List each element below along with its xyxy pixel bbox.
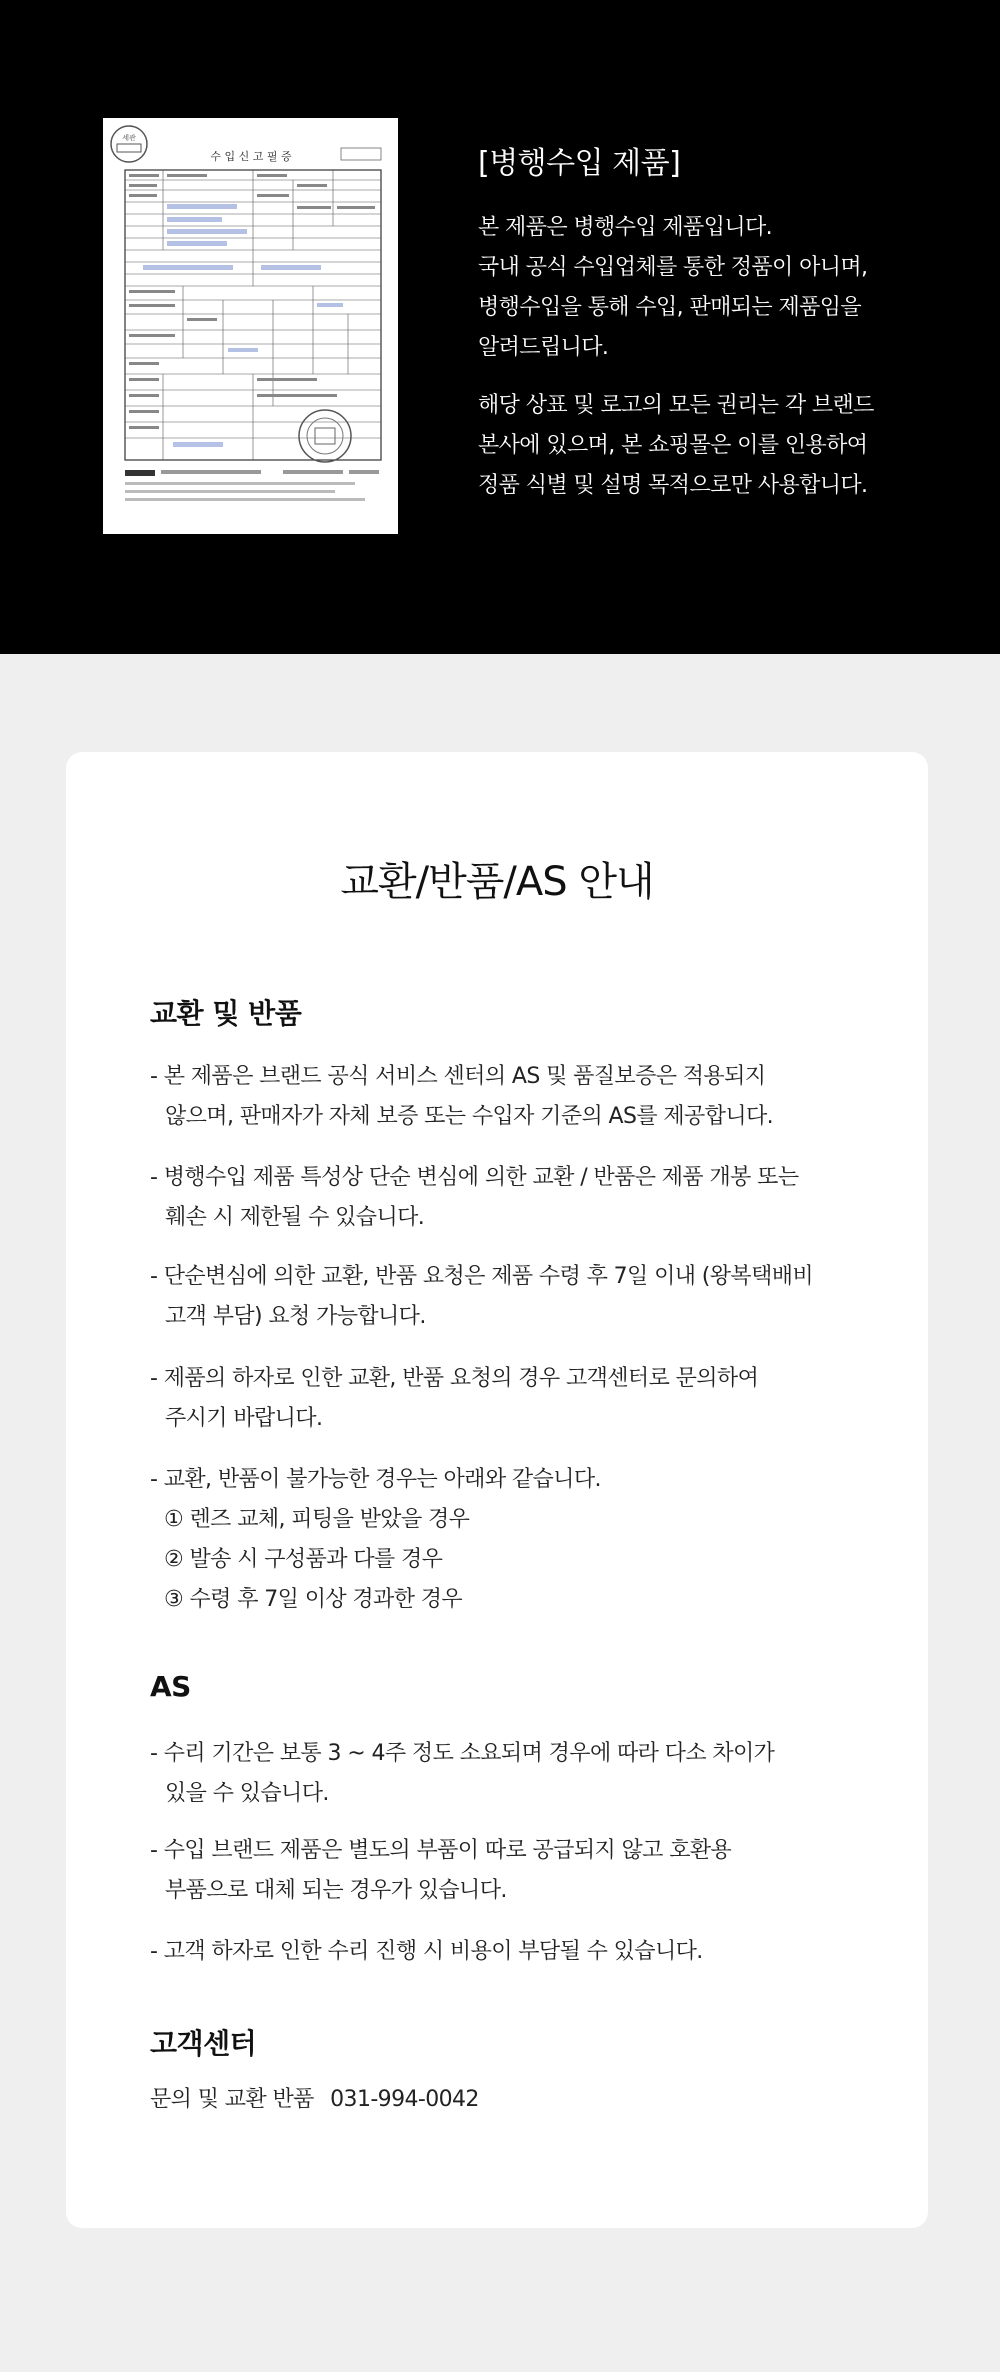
exchange-return-heading: 교환 및 반품 [150, 997, 302, 1030]
not-allowed-case: ① 렌즈 교체, 피팅을 받았을 경우 [164, 1507, 470, 1532]
exchange-item [150, 1158, 870, 1238]
parallel-import-description [478, 208, 978, 506]
as-item-line: 부품으로 대체 되는 경우가 있습니다. [165, 1878, 507, 1903]
card-title: 교환/반품/AS 안내 [340, 859, 654, 905]
intro-line: 알려드립니다. [478, 335, 609, 360]
intro-line: 병행수입을 통해 수입, 판매되는 제품임을 [478, 295, 862, 320]
not-allowed-case: ② 발송 시 구성품과 다를 경우 [164, 1547, 443, 1572]
as-item-line: - 수입 브랜드 제품은 별도의 부품이 따로 공급되지 않고 호환용 [150, 1838, 732, 1863]
exchange-item-line: 훼손 시 제한될 수 있습니다. [165, 1205, 425, 1230]
exchange-item-line: - 제품의 하자로 인한 교환, 반품 요청의 경우 고객센터로 문의하여 [150, 1366, 759, 1391]
contact-phone[interactable]: 031-994-0042 [330, 2087, 479, 2112]
customs-stamp-label: 세관 [122, 134, 136, 142]
exchange-item-line: - 단순변심에 의한 교환, 반품 요청은 제품 수령 후 7일 이내 (왕복택배비 [150, 1264, 814, 1289]
not-allowed-case: ③ 수령 후 7일 이상 경과한 경우 [164, 1587, 463, 1612]
trademark-line: 해당 상표 및 로고의 모든 권리는 각 브랜드 [478, 393, 874, 418]
as-item [150, 1932, 870, 1972]
as-item-line: 있을 수 있습니다. [165, 1781, 329, 1806]
exchange-return-as-card [66, 752, 928, 2228]
import-notice-banner [0, 0, 1000, 654]
import-declaration-illustration [103, 118, 398, 534]
customer-center-contact [150, 2082, 489, 2113]
exchange-item-line: 주시기 바랍니다. [165, 1406, 323, 1431]
customer-center-heading: 고객센터 [150, 2027, 257, 2060]
as-item-line: - 수리 기간은 보통 3 ~ 4주 정도 소요되며 경우에 따라 다소 차이가 [150, 1741, 775, 1766]
as-item [150, 1734, 870, 1814]
as-heading: AS [150, 1670, 191, 1703]
exchange-not-allowed [150, 1460, 870, 1620]
exchange-item-line: - 본 제품은 브랜드 공식 서비스 센터의 AS 및 품질보증은 적용되지 [150, 1064, 766, 1089]
intro-line: 국내 공식 수입업체를 통한 정품이 아니며, [478, 255, 868, 280]
exchange-item [150, 1257, 870, 1337]
exchange-item-line: 고객 부담) 요청 가능합니다. [165, 1304, 426, 1329]
form-title: 수 입 신 고 필 증 [210, 150, 292, 163]
exchange-item [150, 1057, 870, 1137]
import-declaration-document-image [103, 118, 398, 534]
as-item-line: - 고객 하자로 인한 수리 진행 시 비용이 부담될 수 있습니다. [150, 1939, 703, 1964]
not-allowed-lead: - 교환, 반품이 불가능한 경우는 아래와 같습니다. [150, 1467, 601, 1492]
parallel-import-heading: [병행수입 제품] [478, 146, 681, 181]
contact-label: 문의 및 교환 반품 [150, 2087, 314, 2112]
trademark-line: 본사에 있으며, 본 쇼핑몰은 이를 인용하여 [478, 433, 868, 458]
exchange-item-line: 않으며, 판매자가 자체 보증 또는 수입자 기준의 AS를 제공합니다. [165, 1104, 774, 1129]
exchange-item-line: - 병행수입 제품 특성상 단순 변심에 의한 교환 / 반품은 제품 개봉 또는 [150, 1165, 799, 1190]
exchange-item [150, 1359, 870, 1439]
trademark-line: 정품 식별 및 설명 목적으로만 사용합니다. [478, 473, 868, 498]
as-item [150, 1831, 870, 1911]
intro-line: 본 제품은 병행수입 제품입니다. [478, 215, 773, 240]
